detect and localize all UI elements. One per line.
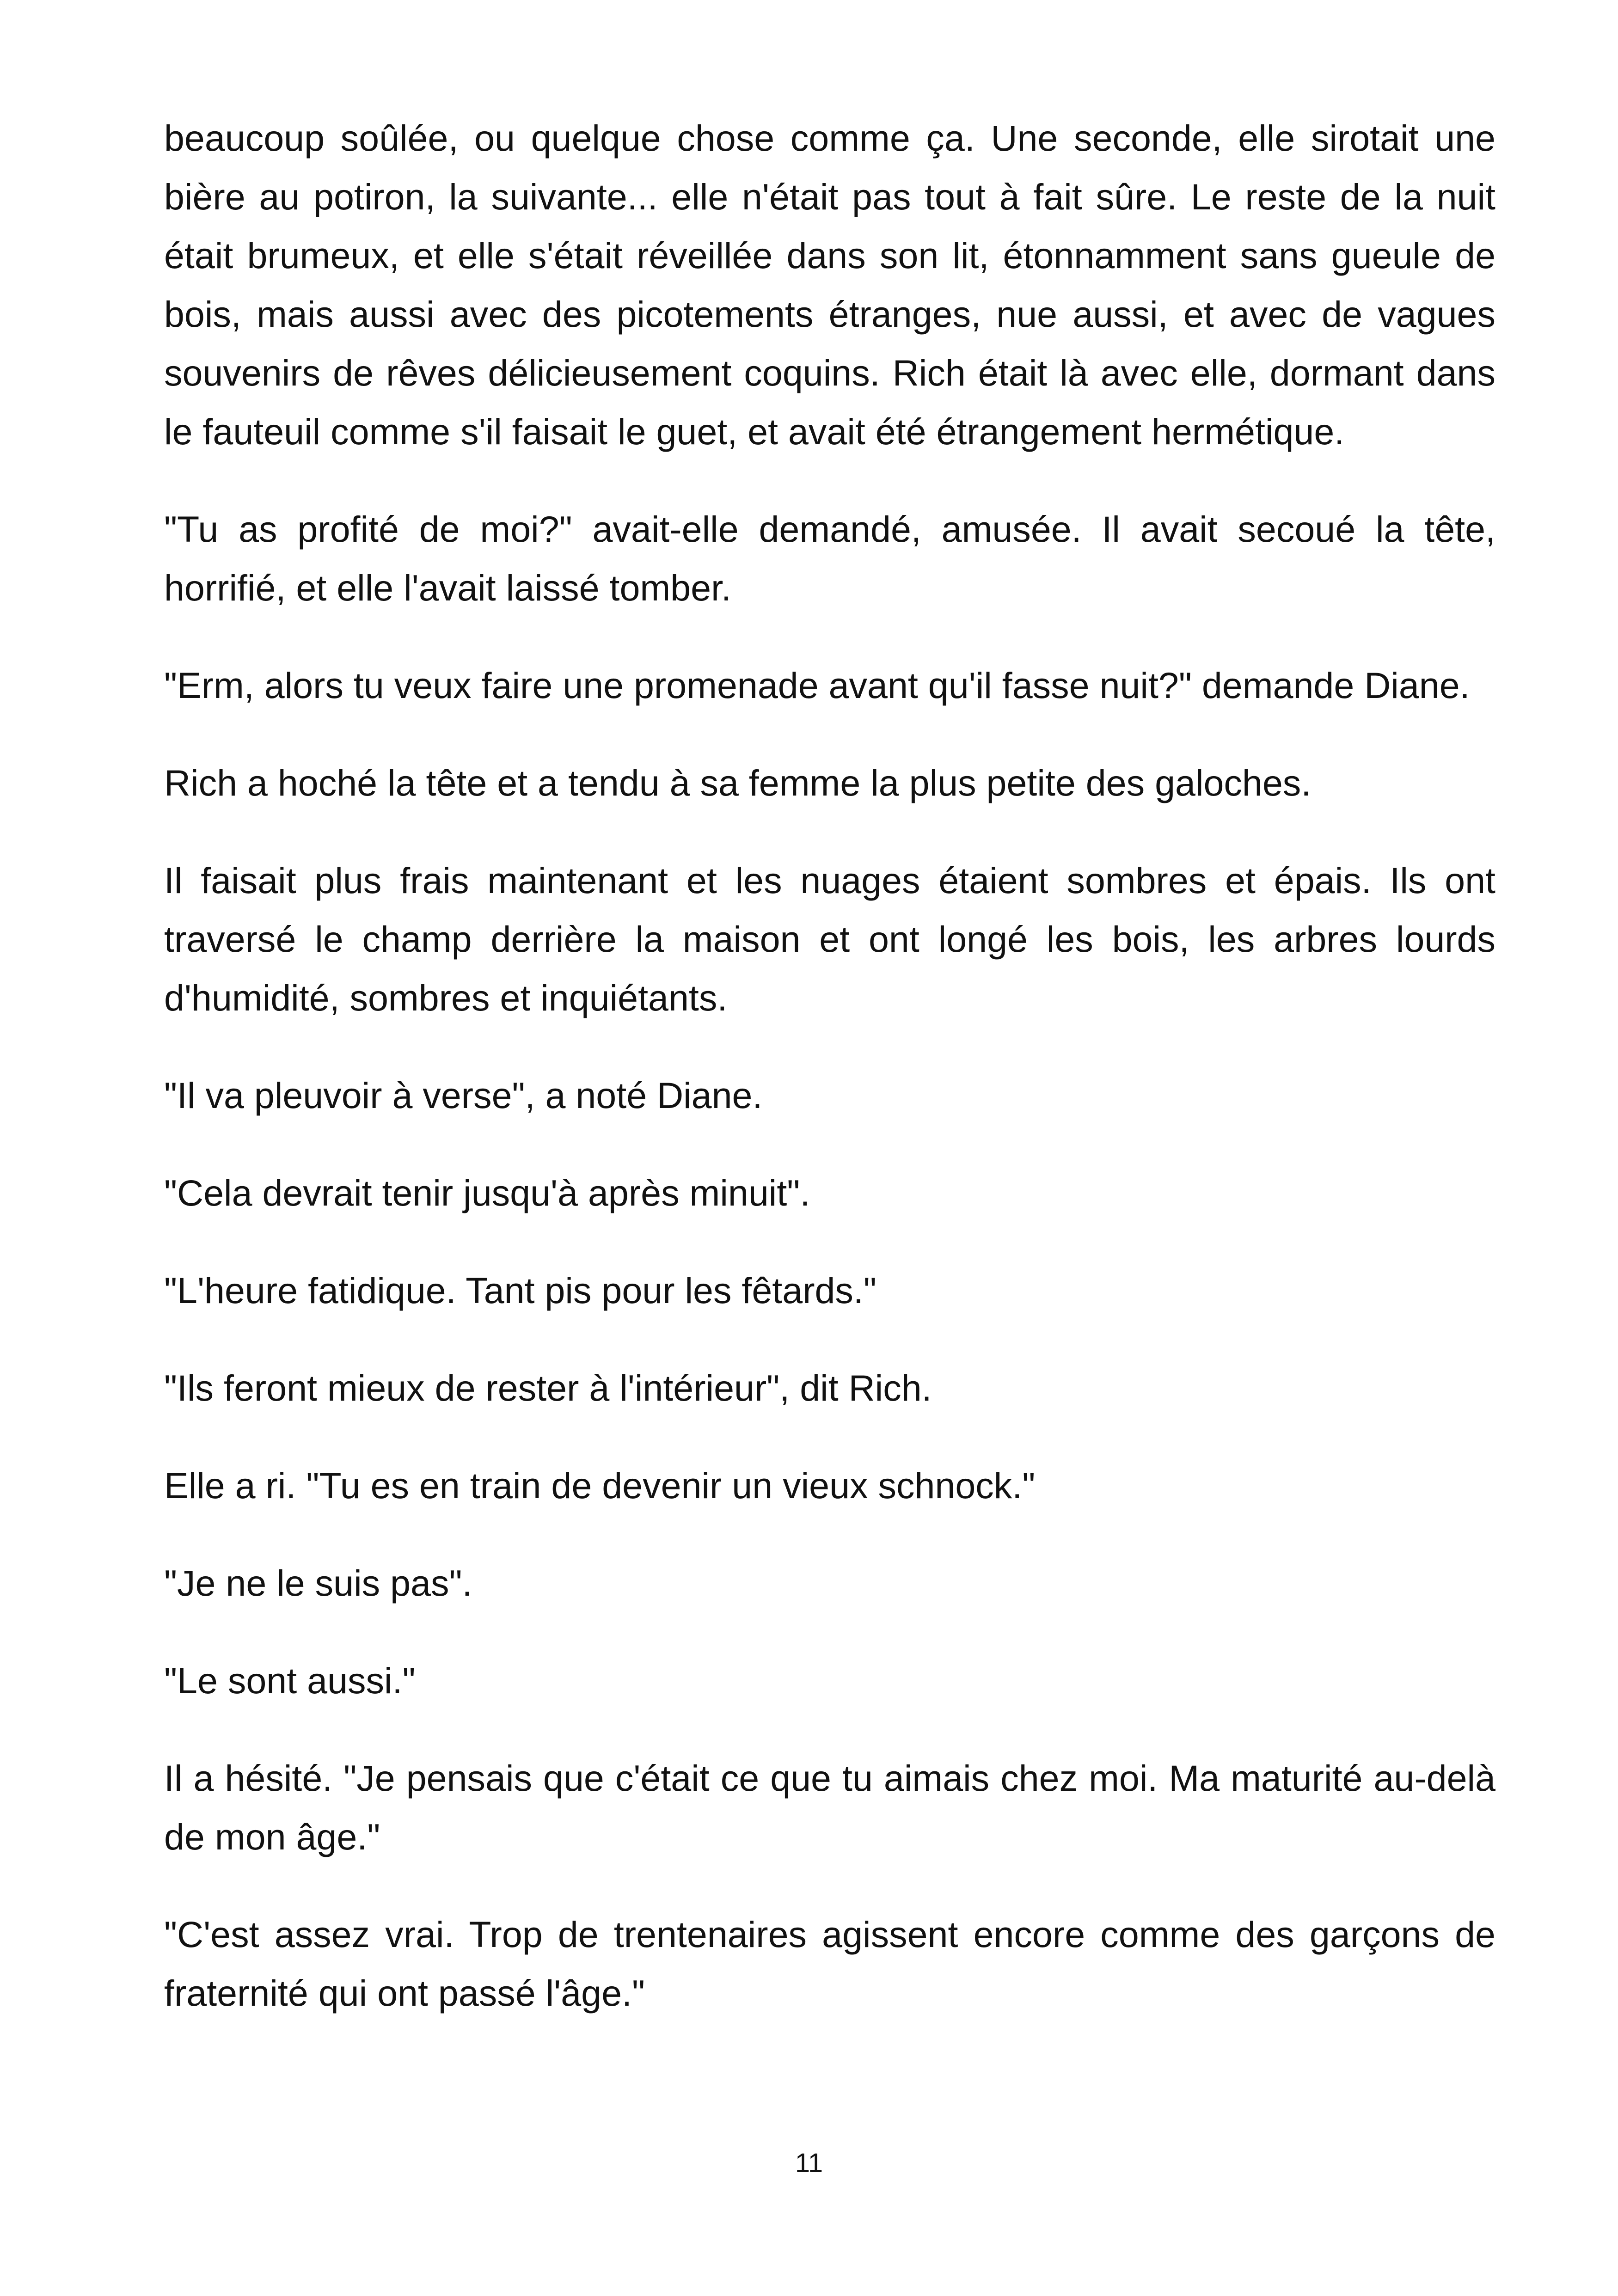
paragraph-13: Il a hésité. "Je pensais que c'était ce que tu aimais chez moi. Ma maturité au-delà de mon âge."	[164, 1757, 1495, 1857]
paragraph-1: beaucoup soûlée, ou quelque chose comme ça. Une seconde, elle sirotait une bière au potiron, la suivante... elle n'était pas tout à fait sûre. Le reste de la nuit était brumeux, et elle s'était réveillée dans son lit, étonnamment sans gueule de bois, mais aussi avec des picotements étranges, nue aussi, et avec de vagues souvenirs de rêves délicieusement coquins. Rich était là avec elle, dormant dans le fauteuil comme s'il faisait le guet, et avait été étrangement hermétique.	[164, 117, 1495, 452]
page-number: 11	[795, 2148, 823, 2178]
paragraph-7: "Cela devrait tenir jusqu'à après minuit".	[164, 1172, 810, 1213]
paragraph-10: Elle a ri. "Tu es en train de devenir un vieux schnock."	[164, 1465, 1036, 1506]
paragraph-11: "Je ne le suis pas".	[164, 1562, 472, 1604]
paragraph-3: "Erm, alors tu veux faire une promenade avant qu'il fasse nuit?" demande Diane.	[164, 665, 1470, 706]
body-text	[164, 109, 1495, 2061]
paragraph-4: Rich a hoché la tête et a tendu à sa femme la plus petite des galoches.	[164, 762, 1312, 803]
paragraph-12: "Le sont aussi."	[164, 1660, 416, 1701]
paragraph-8: "L'heure fatidique. Tant pis pour les fêtards."	[164, 1270, 876, 1311]
paragraph-9: "Ils feront mieux de rester à l'intérieur", dit Rich.	[164, 1367, 932, 1408]
paragraph-5: Il faisait plus frais maintenant et les nuages étaient sombres et épais. Ils ont traversé le champ derrière la maison et ont longé les bois, les arbres lourds d'humidité, sombres et inquiétants.	[164, 860, 1495, 1018]
paragraph-6: "Il va pleuvoir à verse", a noté Diane.	[164, 1075, 763, 1116]
paragraph-14: "C'est assez vrai. Trop de trentenaires agissent encore comme des garçons de fraternité qui ont passé l'âge."	[164, 1914, 1495, 2014]
paragraph-2: "Tu as profité de moi?" avait-elle demandé, amusée. Il avait secoué la tête, horrifié, et elle l'avait laissé tomber.	[164, 508, 1495, 608]
